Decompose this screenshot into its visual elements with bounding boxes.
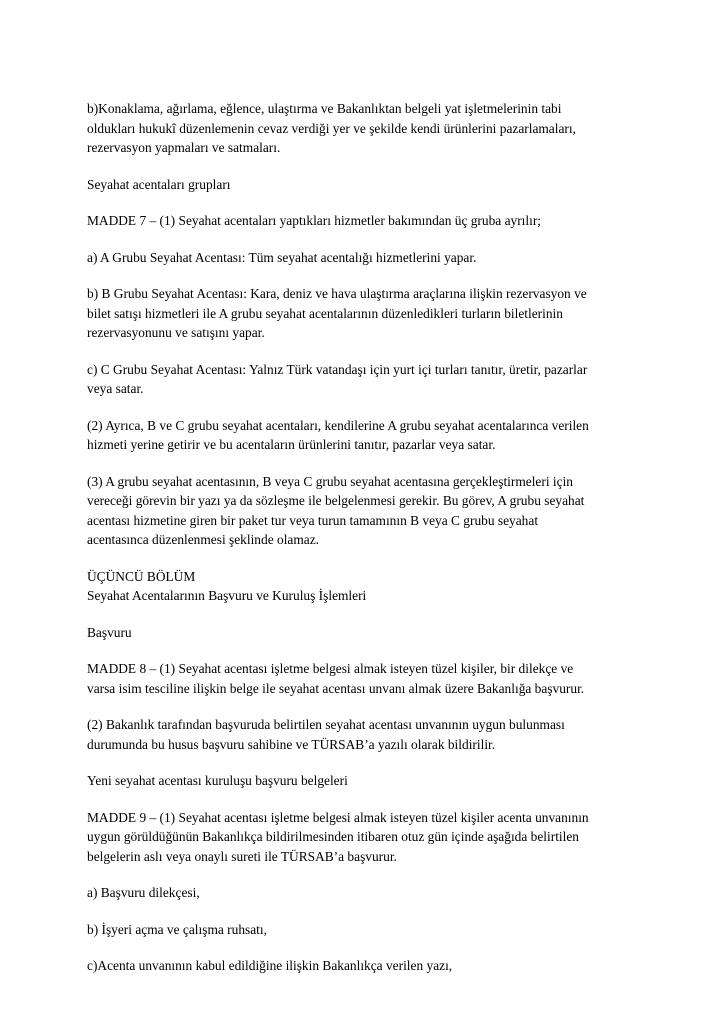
heading-yeni-basvuru-belgeleri-line-1: Yeni seyahat acentası kuruluşu başvuru belgeleri (87, 773, 348, 788)
heading-seyahat-acentalari-gruplari (87, 175, 647, 195)
madde-7-2 (87, 416, 647, 455)
madde-8-1-line-2: varsa isim tesciline ilişkin belge ile seyahat acentası unvanı almak üzere Bakanlığa başvurur. (87, 680, 585, 696)
madde-8-1 (87, 659, 647, 698)
section-ucuncu-bolum-line-2: Seyahat Acentalarının Başvuru ve Kuruluş İşlemleri (87, 588, 367, 603)
madde-7-1-line-1: MADDE 7 – (1) Seyahat acentaları yaptıkları hizmetler bakımından üç gruba ayrılır; (87, 213, 542, 228)
madde-7-c (87, 360, 647, 399)
section-ucuncu-bolum-line-1: ÜÇÜNCÜ BÖLÜM (87, 568, 196, 584)
document-page (87, 99, 647, 993)
madde-7-3 (87, 472, 647, 550)
p-b-konaklama-line-3: rezervasyon yapmaları ve satmaları. (87, 140, 281, 155)
heading-yeni-basvuru-belgeleri (87, 771, 647, 791)
madde-7-a (87, 248, 647, 268)
heading-basvuru (87, 623, 647, 643)
madde-9-b-line-1: b) İşyeri açma ve çalışma ruhsatı, (87, 921, 267, 937)
madde-9-c (87, 956, 647, 976)
madde-7-b-line-2: bilet satışı hizmetleri ile A grubu seyahat acentalarının düzenledikleri turların biletlerinin (87, 305, 563, 321)
madde-9-a (87, 883, 647, 903)
madde-9-1-line-1: MADDE 9 – (1) Seyahat acentası işletme belgesi almak isteyen tüzel kişiler acenta unvanının (87, 809, 589, 825)
madde-7-2-line-1: (2) Ayrıca, B ve C grubu seyahat acentaları, kendilerine A grubu seyahat acentalarınca verilen (87, 417, 589, 433)
madde-9-c-line-1: c)Acenta unvanının kabul edildiğine ilişkin Bakanlıkça verilen yazı, (87, 958, 453, 973)
madde-7-3-line-2: vereceği görevin bir yazı ya da sözleşme ile belgelenmesi gerekir. Bu görev, A grubu seyahat (87, 493, 585, 508)
p-b-konaklama (87, 99, 647, 158)
madde-7-3-line-1: (3) A grubu seyahat acentasının, B veya C grubu seyahat acentasına gerçekleştirmeleri için (87, 473, 573, 489)
madde-7-1 (87, 211, 647, 231)
madde-8-2-line-2: durumunda bu husus başvuru sahibine ve TÜRSAB’a yazılı olarak bildirilir. (87, 736, 496, 752)
p-b-konaklama-line-1: b)Konaklama, ağırlama, eğlence, ulaştırma ve Bakanlıktan belgeli yat işletmelerinin tabi (87, 101, 562, 116)
madde-7-b-line-1: b) B Grubu Seyahat Acentası: Kara, deniz ve hava ulaştırma araçlarına ilişkin rezervasyon ve (87, 286, 587, 301)
madde-7-b (87, 284, 647, 343)
madde-9-a-line-1: a) Başvuru dilekçesi, (87, 885, 200, 900)
madde-8-2-line-1: (2) Bakanlık tarafından başvuruda belirtilen seyahat acentası unvanının uygun bulunması (87, 717, 565, 732)
madde-9-1 (87, 808, 647, 867)
heading-basvuru-line-1: Başvuru (87, 624, 132, 640)
p-b-konaklama-line-2: oldukları hukukî düzenlemenin cevaz verdiği yer ve şekilde kendi ürünlerini pazarlamaları, (87, 120, 576, 136)
madde-7-c-line-2: veya satar. (87, 381, 144, 396)
madde-7-3-line-3: acentası hizmetine giren bir paket tur veya turun tamamının B veya C grubu seyahat (87, 512, 539, 528)
madde-7-c-line-1: c) C Grubu Seyahat Acentası: Yalnız Türk vatandaşı için yurt içi turları tanıtır, üretir, pazarlar (87, 361, 588, 377)
madde-7-b-line-3: rezervasyonunu ve satışını yapar. (87, 325, 265, 340)
madde-9-1-line-2: uygun görüldüğünün Bakanlıkça bildirilmesinden itibaren otuz gün içinde aşağıda belirtilen (87, 829, 579, 844)
madde-7-a-line-1: a) A Grubu Seyahat Acentası: Tüm seyahat acentalığı hizmetlerini yapar. (87, 249, 477, 265)
madde-9-1-line-3: belgelerin aslı veya onaylı sureti ile TÜRSAB’a başvurur. (87, 848, 397, 864)
madde-7-2-line-2: hizmeti yerine getirir ve bu acentaların ürünlerini tanıtır, pazarlar veya satar. (87, 437, 496, 452)
madde-8-1-line-1: MADDE 8 – (1) Seyahat acentası işletme belgesi almak isteyen tüzel kişiler, bir dilekçe ve (87, 661, 574, 676)
madde-8-2 (87, 715, 647, 754)
section-ucuncu-bolum (87, 567, 647, 606)
madde-9-b (87, 920, 647, 940)
madde-7-3-line-4: acentasınca düzenlenmesi şeklinde olamaz. (87, 532, 320, 547)
heading-seyahat-acentalari-gruplari-line-1: Seyahat acentaları grupları (87, 176, 231, 192)
